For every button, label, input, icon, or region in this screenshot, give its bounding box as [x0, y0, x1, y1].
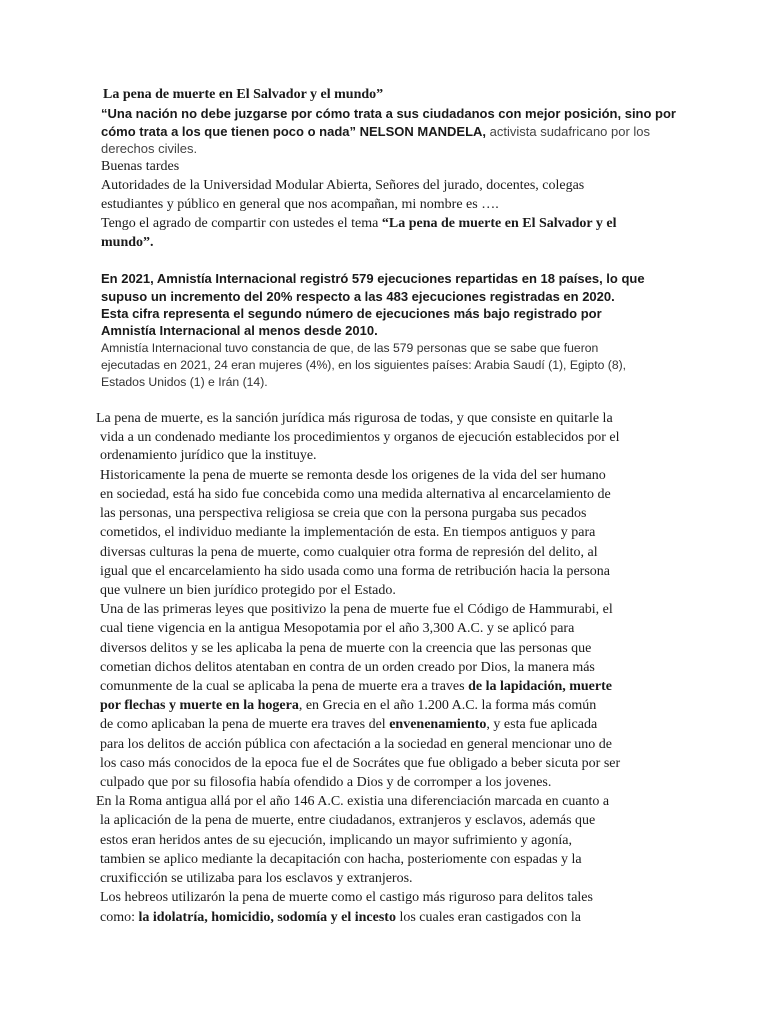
greeting: Buenas tardes — [101, 159, 180, 174]
stats-bold-4: Amnistía Internacional al menos desde 2010. — [101, 323, 378, 338]
body-line-16-text: , en Grecia en el año 1.200 A.C. la forma más común — [298, 698, 597, 713]
body-line-11: Una de las primeras leyes que positivizo la pena de muerte fue el Código de Hammurabi, el — [100, 602, 613, 617]
quote-author: NELSON MANDELA, — [359, 124, 487, 139]
body-line-26: Los hebreos utilizarón la pena de muerte como el castigo más riguroso para delitos tales — [100, 890, 593, 905]
body-line-1: La pena de muerte, es la sanción jurídica más rigurosa de todas, y que consiste en quitarle la — [96, 411, 613, 426]
body-line-12: cual tiene vigencia en la antigua Mesopotamia por el año 3,300 A.C. y se aplicó para — [100, 621, 575, 636]
body-line-17 — [100, 717, 597, 733]
body-line-27 — [100, 910, 581, 926]
body-line-9: igual que el encarcelamiento ha sido usada como una forma de retribución hacia la persona — [100, 564, 611, 579]
body-line-22: la aplicación de la pena de muerte, entre ciudadanos, extranjeros y esclavos, además que — [100, 813, 596, 828]
body-line-17-text: de como aplicaban la pena de muerte era traves del — [100, 717, 390, 732]
intro-line-3 — [101, 216, 617, 232]
body-line-15-text: comunmente de la cual se aplicaba la pena de muerte era a traves — [100, 679, 469, 694]
body-line-7: cometidos, el individuo mediante la implementación de esta. En tiempos antiguos y para — [100, 525, 596, 540]
quote-text-end: cómo trata a los que tienen poco o nada” — [101, 124, 356, 139]
quote-author-desc: activista sudafricano por los — [486, 124, 651, 139]
body-line-20: culpado que por su filosofia había ofendido a Dios y de corromper a los jovenes. — [100, 775, 552, 790]
body-line-2: vida a un condenado mediante los procedimientos y organos de ejecución establecidos por el — [100, 430, 620, 445]
intro-line-2: estudiantes y público en general que nos acompañan, mi nombre es …. — [101, 197, 499, 212]
intro-topic: “La pena de muerte en El Salvador y el — [381, 216, 617, 231]
intro-line-3-text: Tengo el agrado de compartir con ustedes el tema — [101, 216, 382, 231]
body-line-18: para los delitos de acción pública con afectación a la sociedad en general mencionar uno de — [100, 737, 612, 752]
stats-bold-2: supuso un incremento del 20% respecto a las 483 ejecuciones registradas en 2020. — [101, 289, 615, 304]
quote-line-1: “Una nación no debe juzgarse por cómo trata a sus ciudadanos con mejor posición, sino por — [101, 106, 676, 121]
body-line-5: en sociedad, está ha sido fue concebida como una medida alternativa al encarcelamiento de — [100, 487, 611, 502]
body-line-27-bold: la idolatría, homicidio, sodomía y el incesto — [138, 910, 396, 925]
body-line-24: tambien se aplico mediante la decapitación con hacha, posteriomente con espadas y la — [100, 852, 582, 867]
document-title: La pena de muerte en El Salvador y el mundo” — [103, 87, 384, 102]
quote-author-desc-2: derechos civiles. — [101, 141, 198, 156]
body-line-13: diversos delitos y se les aplicaba la pena de muerte con la creencia que las personas que — [100, 641, 592, 656]
body-line-25: cruxificción se utilizaba para los esclavos y extranjeros. — [100, 871, 413, 886]
body-line-23: estos eran heridos antes de su ejecución, implicando un mayor sufrimiento y agonía, — [100, 833, 572, 848]
body-line-14: cometian dichos delitos atentaban en contra de un orden creado por Dios, la manera más — [100, 660, 595, 675]
body-line-19: los caso más conocidos de la epoca fue el de Socrátes que fue obligado a beber sicuta por ser — [100, 756, 621, 771]
stats-bold-1: En 2021, Amnistía Internacional registró 579 ejecuciones repartidas en 18 países, lo que — [101, 271, 645, 286]
stats-note-1: Amnistía Internacional tuvo constancia de que, de las 579 personas que se sabe que fueron — [101, 341, 599, 355]
body-line-10: que vulnere un bien jurídico protegido por el Estado. — [100, 583, 396, 598]
body-line-16-bold: por flechas y muerte en la hogera — [100, 698, 299, 713]
body-line-3: ordenamiento jurídico que la instituye. — [100, 448, 317, 463]
body-line-15 — [100, 679, 612, 695]
stats-note-2: ejecutadas en 2021, 24 eran mujeres (4%), en los siguientes países: Arabia Saudí (1), Egipto (8), — [101, 358, 627, 372]
stats-bold-3: Esta cifra representa el segundo número de ejecuciones más bajo registrado por — [101, 306, 602, 321]
body-line-8: diversas culturas la pena de muerte, como cualquier otra forma de represión del delito, al — [100, 545, 598, 560]
intro-line-1: Autoridades de la Universidad Modular Abierta, Señores del jurado, docentes, colegas — [101, 178, 585, 193]
quote-line-2 — [101, 124, 650, 139]
body-line-27-end: los cuales eran castigados con la — [395, 910, 581, 925]
stats-note-3: Estados Unidos (1) e Irán (14). — [101, 375, 268, 389]
body-line-17-end: , y esta fue aplicada — [486, 717, 598, 732]
intro-topic-end: mundo”. — [101, 235, 154, 250]
body-line-21: En la Roma antigua allá por el año 146 A.C. existia una diferenciación marcada en cuanto a — [96, 794, 610, 809]
body-line-6: las personas, una perspectiva religiosa se creia que con la persona purgaba sus pecados — [100, 506, 587, 521]
body-line-15-bold: de la lapidación, muerte — [468, 679, 612, 694]
body-line-27-text: como: — [100, 910, 139, 925]
body-line-4: Historicamente la pena de muerte se remonta desde los origenes de la vida del ser humano — [100, 468, 606, 483]
body-line-17-bold: envenenamiento — [389, 717, 487, 732]
body-line-16 — [100, 698, 596, 714]
